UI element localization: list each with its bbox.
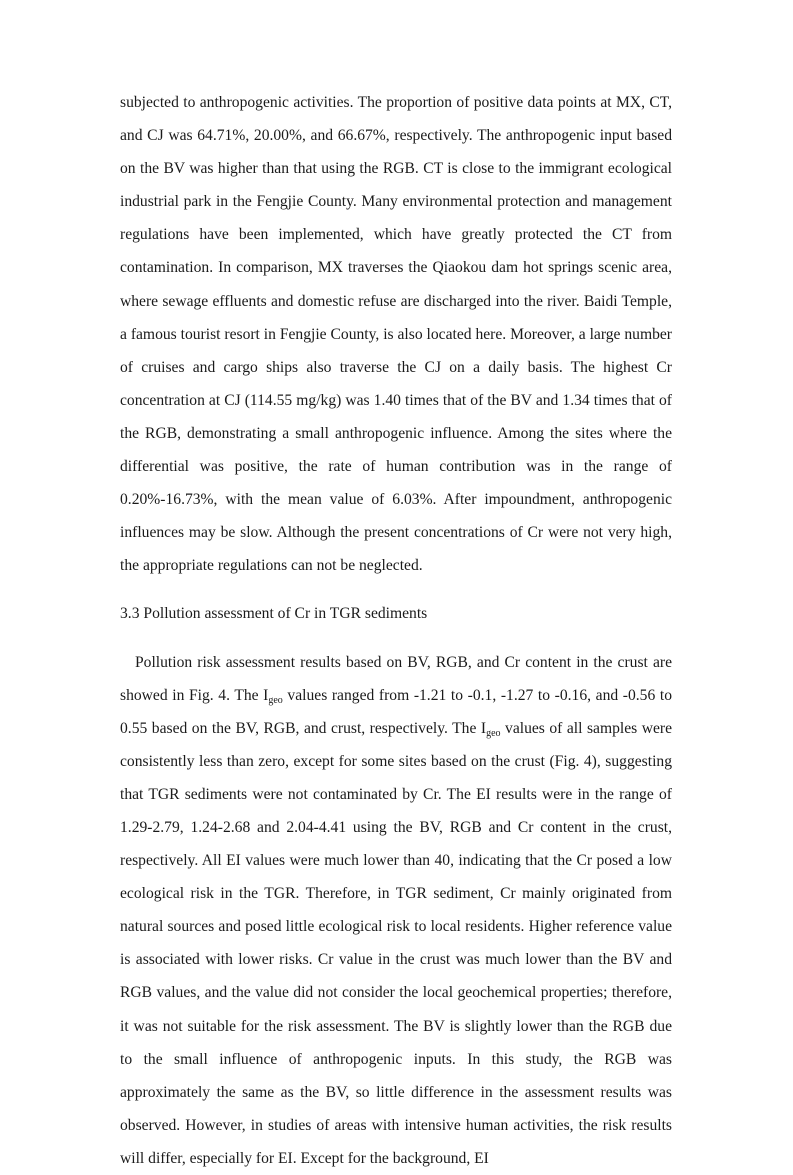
paragraph-2-text-part-3: values of all samples were consistently less than zero, except for some sites based on the crust (Fig. 4), suggesting that TGR sediments were not contaminated by Cr. The EI results were in the range of 1.29-2.79, 1.24-2.68 and 2.04-4.41 using the BV, RGB and Cr content in the crust, respectively. All EI values were much lower than 40, indicating that the Cr posed a low ecological risk in the TGR. Therefore, in TGR sediment, Cr mainly originated from natural sources and posed little ecological risk to local residents. Higher reference value is associated with lower risks. Cr value in the crust was much lower than the BV and RGB values, and the value did not consider the local geochemical properties; therefore, it was not suitable for the risk assessment. The BV is slightly lower than the RGB due to the small influence of anthropogenic inputs. In this study, the RGB was approximately the same as the BV, so little difference in the assessment results was observed. However, in studies of areas with intensive human activities, the risk results will differ, especially for EI. Except for the background, EI	[120, 720, 672, 1167]
body-paragraph-1: subjected to anthropogenic activities. The proportion of positive data points at MX, CT, and CJ was 64.71%, 20.00%, and 66.67%, respectively. The anthropogenic input based on the BV was higher than that using the RGB. CT is close to the immigrant ecological industrial park in the Fengjie County. Many environmental protection and management regulations have been implemented, which have greatly protected the CT from contamination. In comparison, MX traverses the Qiaokou dam hot springs scenic area, where sewage effluents and domestic refuse are discharged into the river. Baidi Temple, a famous tourist resort in Fengjie County, is also located here. Moreover, a large number of cruises and cargo ships also traverse the CJ on a daily basis. The highest Cr concentration at CJ (114.55 mg/kg) was 1.40 times that of the BV and 1.34 times that of the RGB, demonstrating a small anthropogenic influence. Among the sites where the differential was positive, the rate of human contribution was in the range of 0.20%-16.73%, with the mean value of 6.03%. After impoundment, anthropogenic influences may be slow. Although the present concentrations of Cr were not very high, the appropriate regulations can not be neglected.	[120, 86, 672, 582]
section-heading: 3.3 Pollution assessment of Cr in TGR sediments	[120, 597, 672, 630]
body-paragraph-2	[120, 646, 672, 1175]
paragraph-2-text-part-1: Pollution risk assessment results based on BV, RGB, and Cr content in the crust are showed in Fig. 4. The I	[120, 654, 672, 704]
document-page	[120, 86, 672, 1175]
paragraph-2-text-part-2: values ranged from -1.21 to -0.1, -1.27 to -0.16, and -0.56 to 0.55 based on the BV, RGB, and crust, respectively. The I	[120, 687, 672, 737]
igeo-subscript-1: geo	[268, 695, 282, 706]
igeo-subscript-2: geo	[486, 728, 500, 739]
